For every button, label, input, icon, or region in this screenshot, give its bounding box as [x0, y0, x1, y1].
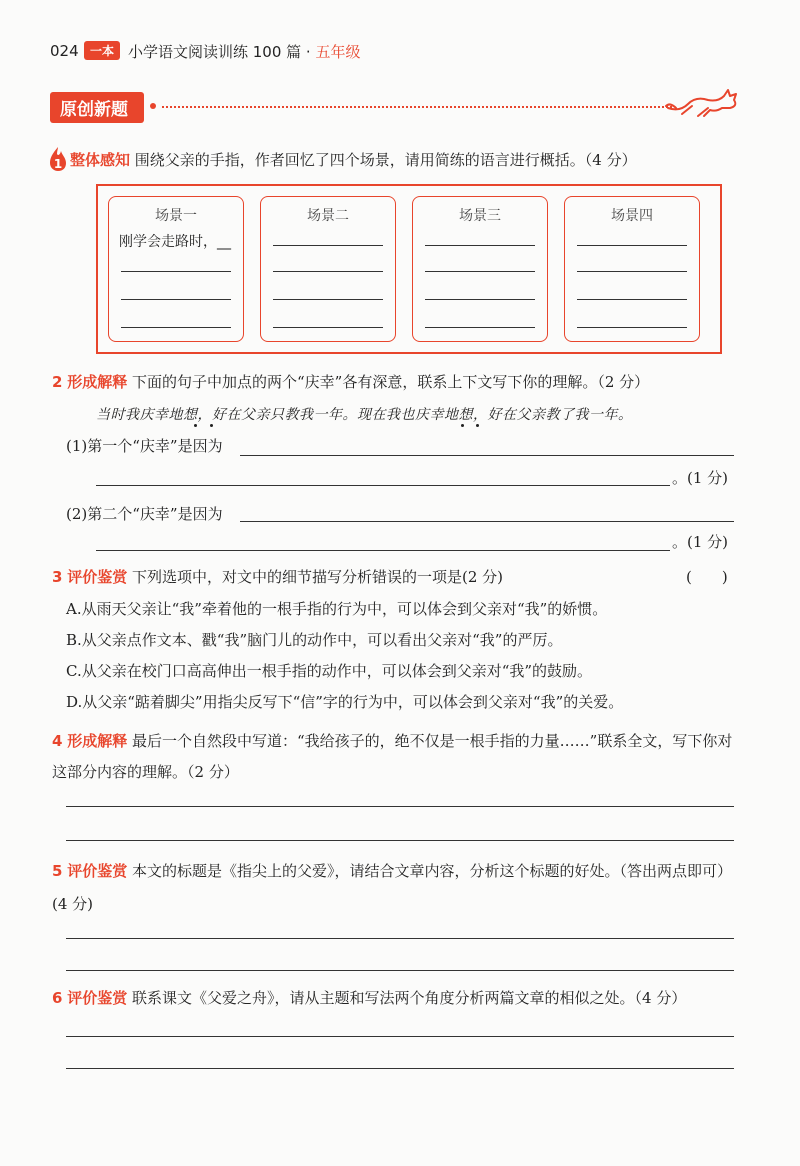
answer-line[interactable] — [66, 806, 734, 807]
scene-title: 场景二 — [307, 208, 349, 224]
q4-number: 4 — [52, 732, 63, 750]
scene-box-3 — [412, 196, 548, 342]
answer-line[interactable] — [425, 299, 535, 300]
q3-text: 下列选项中，对文中的细节描写分析错误的一项是(2 分) — [132, 568, 504, 586]
answer-line[interactable] — [66, 840, 734, 841]
q1-text: 围绕父亲的手指，作者回忆了四个场景，请用简练的语言进行概括。（4 分） — [134, 151, 637, 169]
answer-line[interactable] — [273, 299, 383, 300]
q2-score1: 。(1 分) — [672, 469, 729, 487]
banner-dotted-line — [162, 106, 672, 108]
scene-title: 场景一 — [155, 208, 197, 224]
answer-line[interactable] — [577, 245, 687, 246]
section-banner: 原创新题 — [50, 92, 144, 123]
emphasis-dot — [461, 424, 464, 427]
answer-line[interactable] — [66, 1068, 734, 1069]
brand-badge: 一本 — [84, 41, 120, 60]
q6-text: 联系课文《父爱之舟》，请从主题和写法两个角度分析两篇文章的相似之处。（4 分） — [132, 989, 687, 1007]
q6-number: 6 — [52, 989, 63, 1007]
q5-text: 本文的标题是《指尖上的父爱》，请结合文章内容，分析这个标题的好处。（答出两点即可）(4 分) — [52, 862, 733, 913]
scene-frame — [96, 184, 722, 354]
scene-box-4 — [564, 196, 700, 342]
answer-line[interactable] — [66, 938, 734, 939]
emphasis-dot — [210, 424, 213, 427]
q2-tag: 形成解释 — [67, 373, 128, 391]
scene-lead: 刚学会走路时，__ — [119, 234, 231, 250]
answer-line[interactable] — [66, 1036, 734, 1037]
scene-box-1 — [108, 196, 244, 342]
emphasis-dot — [194, 424, 197, 427]
emphasis-dot — [476, 424, 479, 427]
scene-title: 场景三 — [459, 208, 501, 224]
answer-line[interactable] — [425, 245, 535, 246]
q2-sub1: (1)第一个“庆幸”是因为 — [66, 437, 223, 455]
q6-tag: 评价鉴赏 — [67, 989, 128, 1007]
q5-tag: 评价鉴赏 — [67, 862, 128, 880]
q2-quote: 当时我庆幸地想，好在父亲只教我一年。现在我也庆幸地想，好在父亲教了我一年。 — [96, 407, 633, 423]
q3-option-c[interactable]: C.从父亲在校门口高高伸出一根手指的动作中，可以体会到父亲对“我”的鼓励。 — [66, 662, 593, 680]
answer-line[interactable] — [577, 299, 687, 300]
answer-line[interactable] — [425, 271, 535, 272]
answer-line[interactable] — [121, 299, 231, 300]
q3-option-d[interactable]: D.从父亲“踮着脚尖”用指尖反写下“信”字的行为中，可以体会到父亲对“我”的关爱。 — [66, 693, 624, 711]
answer-line[interactable] — [240, 455, 734, 456]
scene-box-2 — [260, 196, 396, 342]
answer-line[interactable] — [273, 271, 383, 272]
book-title — [128, 41, 361, 62]
q4-tag: 形成解释 — [67, 732, 128, 750]
question-6 — [52, 986, 752, 1010]
grade-label: 五年级 — [315, 43, 361, 61]
q2-score2: 。(1 分) — [672, 533, 729, 551]
q2-text: 下面的句子中加点的两个“庆幸”各有深意，联系上下文写下你的理解。（2 分） — [132, 373, 650, 391]
answer-line[interactable] — [66, 970, 734, 971]
question-2 — [52, 370, 752, 394]
q3-tag: 评价鉴赏 — [67, 568, 128, 586]
answer-line[interactable] — [96, 550, 670, 551]
answer-line[interactable] — [96, 485, 670, 486]
answer-line[interactable] — [121, 327, 231, 328]
flame-icon — [48, 146, 68, 172]
q4-text: 最后一个自然段中写道：“我给孩子的，绝不仅是一根手指的力量……”联系全文，写下你对这部分内容的理解。（2 分） — [52, 732, 733, 781]
answer-line[interactable] — [121, 271, 231, 272]
q2-sub2: (2)第二个“庆幸”是因为 — [66, 505, 223, 523]
page-number: 024 — [50, 42, 79, 60]
q2-number: 2 — [52, 373, 63, 391]
scene-title: 场景四 — [611, 208, 653, 224]
q3-number: 3 — [52, 568, 63, 586]
q1-tag: 整体感知 — [70, 151, 131, 169]
answer-line[interactable] — [273, 245, 383, 246]
question-4 — [52, 726, 742, 788]
answer-line[interactable] — [425, 327, 535, 328]
running-cat-icon — [664, 82, 744, 118]
q5-number: 5 — [52, 862, 63, 880]
question-5 — [52, 855, 742, 921]
question-3 — [52, 565, 652, 589]
q3-option-b[interactable]: B.从父亲点作文本、戳“我”脑门儿的动作中，可以看出父亲对“我”的严厉。 — [66, 631, 563, 649]
answer-line[interactable] — [273, 327, 383, 328]
q3-answer-bracket[interactable]: ( ) — [686, 568, 728, 586]
q3-option-a[interactable]: A.从雨天父亲让“我”牵着他的一根手指的行为中，可以体会到父亲对“我”的娇惯。 — [66, 600, 608, 618]
answer-line[interactable] — [577, 271, 687, 272]
question-1 — [70, 148, 750, 172]
banner-dot — [150, 103, 156, 109]
q1-number: 1 — [53, 157, 63, 171]
answer-line[interactable] — [240, 521, 734, 522]
answer-line[interactable] — [577, 327, 687, 328]
book-title-text: 小学语文阅读训练 100 篇 · — [128, 43, 316, 61]
